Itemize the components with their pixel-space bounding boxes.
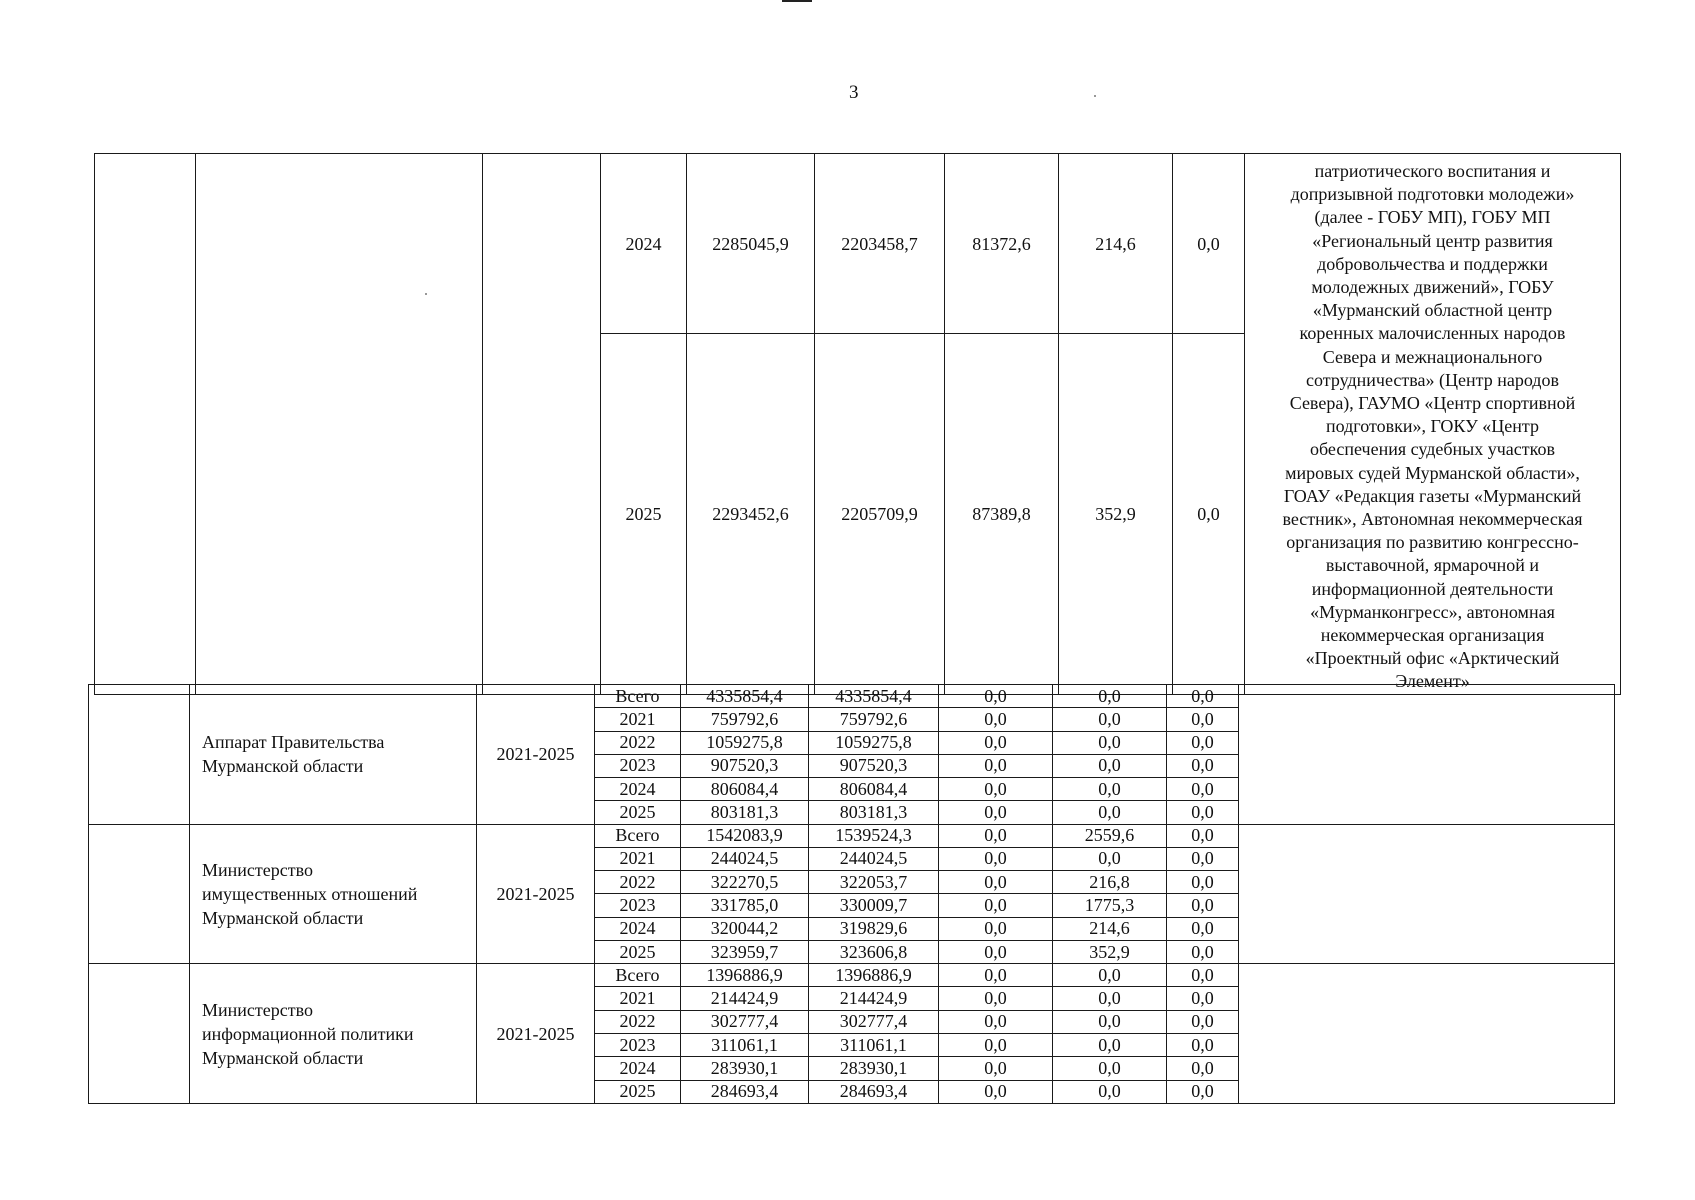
value-cell: 0,0 [939, 987, 1053, 1010]
description-line: (далее - ГОБУ МП), ГОБУ МП [1314, 207, 1551, 228]
value-cell: 0,0 [939, 708, 1053, 731]
description-line: «Проектный офис «Арктический [1305, 648, 1560, 669]
value-cell: 0,0 [1167, 871, 1239, 894]
scan-speck [1094, 95, 1096, 97]
period-cell: 2021-2025 [477, 964, 595, 1104]
value-cell: 0,0 [939, 964, 1053, 987]
value-cell: 0,0 [939, 754, 1053, 777]
total-cell: 244024,5 [681, 847, 809, 870]
year-cell: 2022 [595, 731, 681, 754]
table-row [89, 824, 1615, 847]
value-cell: 0,0 [939, 731, 1053, 754]
description-line: Севера и межнационального [1322, 346, 1543, 367]
description-line: Элемент» [1395, 671, 1470, 692]
value-cell: 0,0 [1053, 964, 1167, 987]
empty-cell [196, 154, 483, 695]
value-cell: 0,0 [1053, 778, 1167, 801]
value-cell: 907520,3 [809, 754, 939, 777]
description-line: мировых судей Мурманской области», [1285, 462, 1580, 483]
value-cell: 2205709,9 [815, 334, 945, 694]
description-line: молодежных движений», ГОБУ [1311, 277, 1554, 298]
value-cell: 0,0 [1167, 987, 1239, 1010]
year-cell: Всего [595, 824, 681, 847]
empty-cell [1239, 964, 1615, 1104]
value-cell: 322053,7 [809, 871, 939, 894]
value-cell: 81372,6 [945, 154, 1059, 334]
value-cell: 0,0 [939, 778, 1053, 801]
value-cell: 0,0 [939, 871, 1053, 894]
value-cell: 0,0 [1167, 1080, 1239, 1103]
value-cell: 323606,8 [809, 940, 939, 963]
value-cell: 0,0 [1053, 1010, 1167, 1033]
year-cell: 2021 [595, 847, 681, 870]
value-cell: 0,0 [1053, 685, 1167, 708]
total-cell: 907520,3 [681, 754, 809, 777]
year-cell: 2025 [601, 334, 687, 694]
empty-cell [89, 824, 190, 964]
value-cell: 214,6 [1053, 917, 1167, 940]
value-cell: 216,8 [1053, 871, 1167, 894]
value-cell: 352,9 [1059, 334, 1173, 694]
total-cell: 311061,1 [681, 1033, 809, 1056]
value-cell: 0,0 [1053, 847, 1167, 870]
description-line: обеспечения судебных участков [1310, 439, 1555, 460]
organization-name-line: Мурманской области [202, 756, 364, 777]
value-cell: 0,0 [1053, 1033, 1167, 1056]
table-row [89, 685, 1615, 708]
value-cell: 806084,4 [809, 778, 939, 801]
value-cell: 283930,1 [809, 1057, 939, 1080]
value-cell: 0,0 [1167, 917, 1239, 940]
value-cell: 214424,9 [809, 987, 939, 1010]
value-cell: 0,0 [939, 847, 1053, 870]
value-cell: 0,0 [1167, 778, 1239, 801]
value-cell: 0,0 [1167, 894, 1239, 917]
value-cell: 0,0 [939, 917, 1053, 940]
total-cell: 2293452,6 [687, 334, 815, 694]
value-cell: 0,0 [939, 940, 1053, 963]
total-cell: 214424,9 [681, 987, 809, 1010]
value-cell: 0,0 [1167, 964, 1239, 987]
organization-name-line: Мурманской области [202, 907, 364, 928]
total-cell: 322270,5 [681, 871, 809, 894]
value-cell: 0,0 [1173, 154, 1245, 334]
description-line: информационной деятельности [1311, 578, 1554, 599]
year-cell: 2023 [595, 1033, 681, 1056]
top-continuation-table [94, 153, 1621, 695]
value-cell: 0,0 [939, 801, 1053, 824]
value-cell: 4335854,4 [809, 685, 939, 708]
total-cell: 331785,0 [681, 894, 809, 917]
empty-cell [483, 154, 601, 695]
value-cell: 0,0 [939, 894, 1053, 917]
empty-cell [89, 685, 190, 825]
description-line: подготовки», ГОКУ «Центр [1325, 416, 1540, 437]
description-line: патриотического воспитания и [1314, 161, 1551, 181]
year-cell: 2022 [595, 871, 681, 894]
period-cell: 2021-2025 [477, 685, 595, 825]
value-cell: 302777,4 [809, 1010, 939, 1033]
value-cell: 330009,7 [809, 894, 939, 917]
description-line: выставочной, ярмарочной и [1325, 555, 1540, 576]
total-cell: 320044,2 [681, 917, 809, 940]
total-cell: 284693,4 [681, 1080, 809, 1103]
description-line: вестник», Автономная некоммерческая [1282, 509, 1583, 530]
value-cell: 244024,5 [809, 847, 939, 870]
description-line: ГОАУ «Редакция газеты «Мурманский [1283, 485, 1582, 506]
year-cell: 2024 [595, 917, 681, 940]
value-cell: 0,0 [1053, 1057, 1167, 1080]
value-cell: 0,0 [1167, 685, 1239, 708]
value-cell: 0,0 [939, 1033, 1053, 1056]
year-cell: 2024 [601, 154, 687, 334]
value-cell: 0,0 [1053, 754, 1167, 777]
value-cell: 0,0 [1053, 1080, 1167, 1103]
value-cell: 0,0 [1167, 847, 1239, 870]
empty-cell [1239, 685, 1615, 825]
organization-name [190, 685, 477, 825]
value-cell: 311061,1 [809, 1033, 939, 1056]
value-cell: 2559,6 [1053, 824, 1167, 847]
value-cell: 0,0 [1167, 801, 1239, 824]
total-cell: 803181,3 [681, 801, 809, 824]
year-cell: 2021 [595, 708, 681, 731]
value-cell: 0,0 [939, 1010, 1053, 1033]
organization-name-line: Министерство [202, 859, 313, 880]
value-cell: 0,0 [1167, 824, 1239, 847]
total-cell: 1396886,9 [681, 964, 809, 987]
organization-name-line: Аппарат Правительства [202, 732, 385, 753]
value-cell: 0,0 [1053, 987, 1167, 1010]
empty-cell [95, 154, 196, 695]
value-cell: 1539524,3 [809, 824, 939, 847]
value-cell: 0,0 [939, 685, 1053, 708]
empty-cell [1239, 824, 1615, 964]
value-cell: 759792,6 [809, 708, 939, 731]
total-cell: 806084,4 [681, 778, 809, 801]
year-cell: 2023 [595, 894, 681, 917]
value-cell: 0,0 [1053, 708, 1167, 731]
organization-name-line: Министерство [202, 999, 313, 1020]
total-cell: 1542083,9 [681, 824, 809, 847]
value-cell: 2203458,7 [815, 154, 945, 334]
table-row [95, 154, 1621, 334]
value-cell: 319829,6 [809, 917, 939, 940]
organization-name-line: имущественных отношений [202, 883, 418, 904]
description-line: организация по развитию конгрессно- [1286, 532, 1579, 553]
description-line: сотрудничества» (Центр народов [1306, 369, 1559, 390]
value-cell: 0,0 [1053, 801, 1167, 824]
description-line: коренных малочисленных народов [1299, 323, 1566, 344]
value-cell: 284693,4 [809, 1080, 939, 1103]
organization-name [190, 964, 477, 1104]
value-cell: 0,0 [939, 1057, 1053, 1080]
year-cell: 2021 [595, 987, 681, 1010]
value-cell: 803181,3 [809, 801, 939, 824]
value-cell: 0,0 [1173, 334, 1245, 694]
value-cell: 352,9 [1053, 940, 1167, 963]
value-cell: 0,0 [1167, 940, 1239, 963]
organization-name-line: Мурманской области [202, 1047, 364, 1068]
value-cell: 0,0 [939, 824, 1053, 847]
year-cell: 2025 [595, 1080, 681, 1103]
empty-cell [89, 964, 190, 1104]
top-edge-mark [782, 0, 812, 2]
value-cell: 87389,8 [945, 334, 1059, 694]
organization-name [190, 824, 477, 964]
description-cell [1245, 154, 1621, 695]
total-cell: 1059275,8 [681, 731, 809, 754]
year-cell: 2022 [595, 1010, 681, 1033]
value-cell: 0,0 [1167, 754, 1239, 777]
value-cell: 0,0 [1167, 1057, 1239, 1080]
value-cell: 0,0 [939, 1080, 1053, 1103]
value-cell: 0,0 [1167, 731, 1239, 754]
year-cell: 2023 [595, 754, 681, 777]
value-cell: 214,6 [1059, 154, 1173, 334]
description-line: допризывной подготовки молодежи» [1290, 184, 1575, 205]
table-row [89, 964, 1615, 987]
year-cell: 2024 [595, 1057, 681, 1080]
value-cell: 1059275,8 [809, 731, 939, 754]
organization-name-line: информационной политики [202, 1023, 414, 1044]
value-cell: 0,0 [1053, 731, 1167, 754]
value-cell: 1396886,9 [809, 964, 939, 987]
year-cell: Всего [595, 685, 681, 708]
description-line: «Мурманконгресс», автономная [1310, 601, 1555, 622]
value-cell: 0,0 [1167, 708, 1239, 731]
total-cell: 283930,1 [681, 1057, 809, 1080]
description-line: добровольчества и поддержки [1317, 253, 1548, 274]
ministries-table [88, 684, 1615, 1104]
page-number: 3 [849, 82, 859, 103]
total-cell: 302777,4 [681, 1010, 809, 1033]
description-line: «Мурманский областной центр [1312, 300, 1553, 321]
value-cell: 0,0 [1167, 1010, 1239, 1033]
year-cell: 2024 [595, 778, 681, 801]
description-line: некоммерческая организация [1320, 625, 1545, 646]
year-cell: Всего [595, 964, 681, 987]
description-line: Севера), ГАУМО «Центр спортивной [1289, 393, 1576, 414]
value-cell: 1775,3 [1053, 894, 1167, 917]
period-cell: 2021-2025 [477, 824, 595, 964]
year-cell: 2025 [595, 801, 681, 824]
description-line: «Региональный центр развития [1312, 230, 1553, 251]
total-cell: 323959,7 [681, 940, 809, 963]
total-cell: 759792,6 [681, 708, 809, 731]
year-cell: 2025 [595, 940, 681, 963]
value-cell: 0,0 [1167, 1033, 1239, 1056]
total-cell: 4335854,4 [681, 685, 809, 708]
total-cell: 2285045,9 [687, 154, 815, 334]
